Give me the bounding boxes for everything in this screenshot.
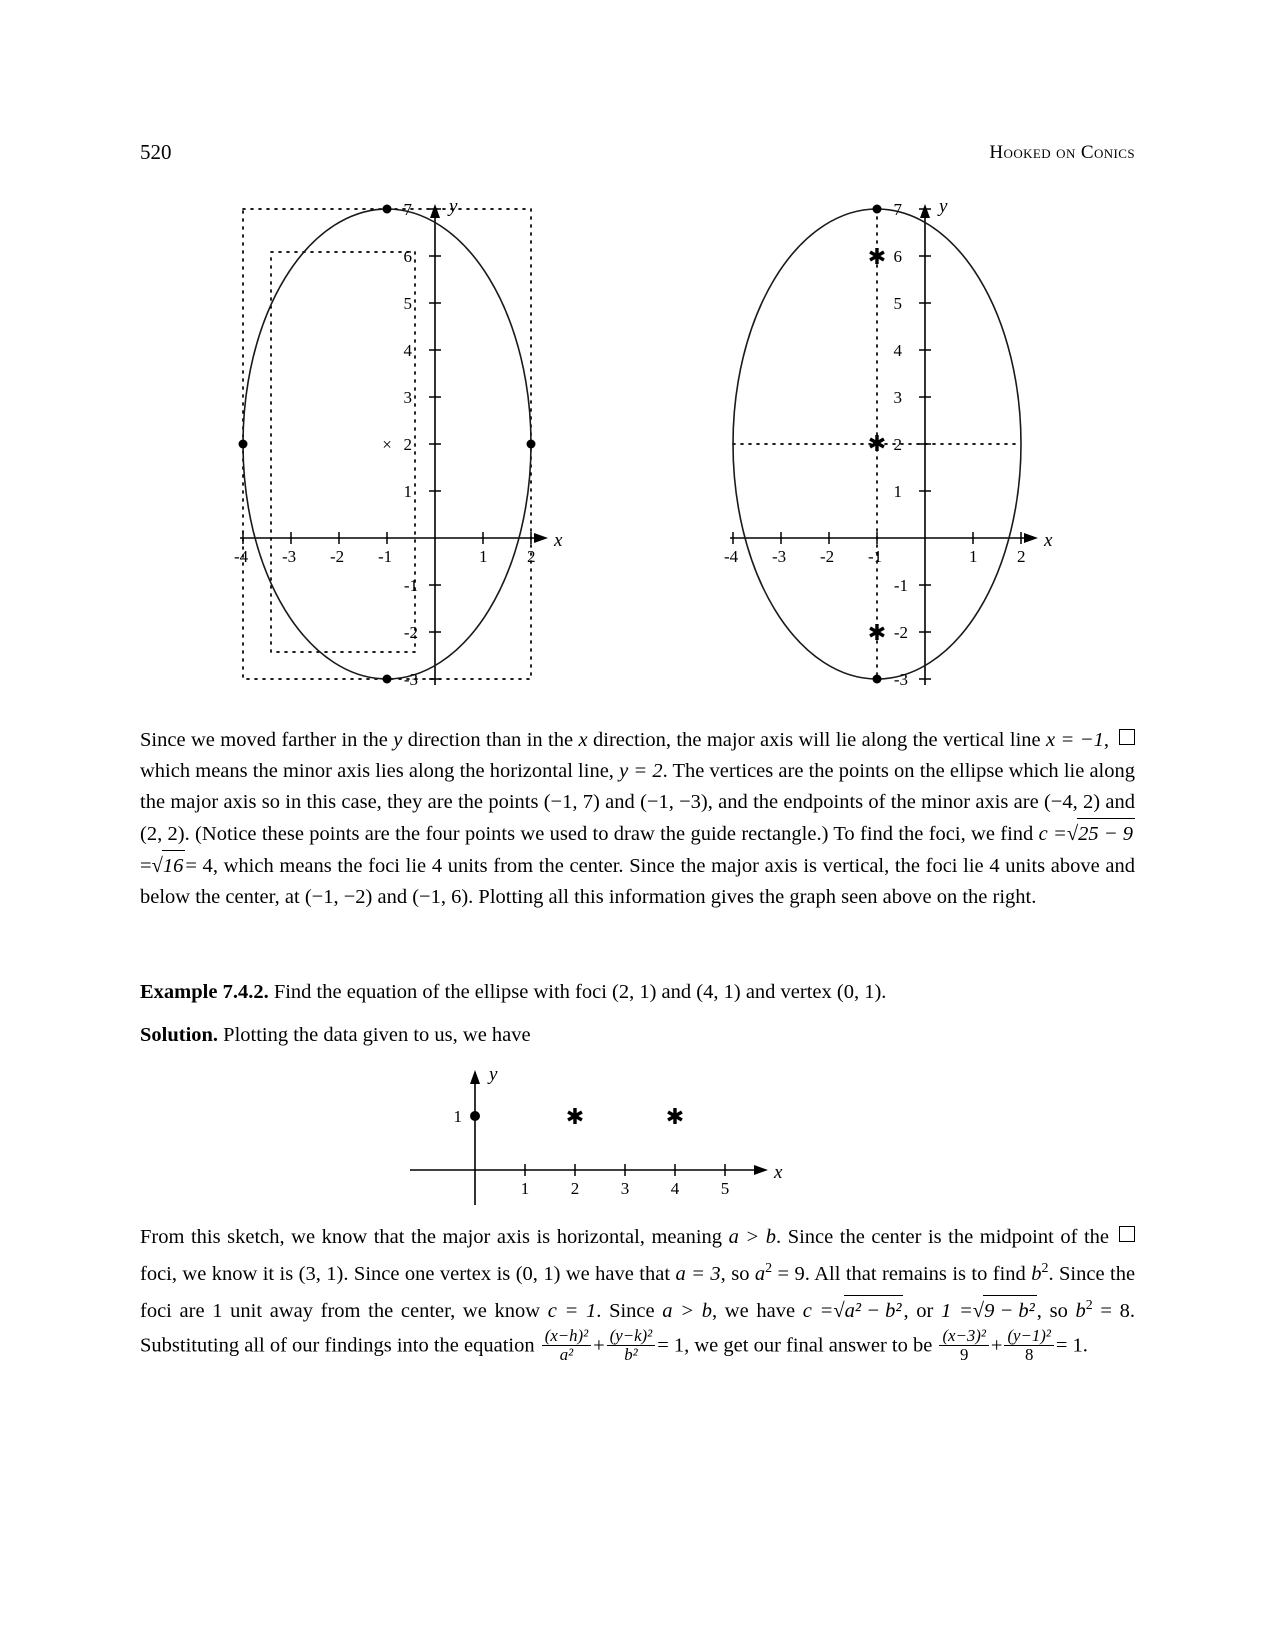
fraction-answer-2 (1004, 1327, 1053, 1366)
graph-ellipse-guide-rectangle (220, 190, 690, 700)
y-tick-label: 4 (893, 341, 902, 360)
y-tick-label: -2 (893, 623, 908, 642)
center-marker-left: × (382, 435, 392, 454)
math-point: (−1, −2) (304, 886, 373, 908)
focus-marker-upper: ✱ (867, 244, 887, 269)
math-point: (−1, −3) (640, 791, 708, 813)
fraction-numerator: (y−k)² (609, 1325, 653, 1345)
math-expr: = 1 (1055, 1334, 1083, 1357)
text-run: Since we moved farther in the (140, 729, 394, 751)
text-run: From this sketch, we know that the major axis is horizontal, meaning (140, 1226, 729, 1248)
x-tick-label: -1 (868, 547, 883, 566)
guide-rectangle-left (271, 252, 415, 652)
text-run: Plotting the data given to us, we have (218, 1024, 531, 1046)
math-point: (2, 1) (612, 981, 657, 1003)
qed-box-1 (1119, 725, 1135, 756)
text-run: and (656, 981, 697, 1003)
text-run: , we get our final answer to be (684, 1334, 938, 1357)
fraction-denominator: a² (542, 1345, 591, 1365)
math-point: (3, 1) (298, 1262, 344, 1285)
math-point: (2, 2) (140, 823, 185, 845)
text-run: , which means the minor axis lies along the horizontal line, (140, 729, 1109, 782)
graph-foci-vertex (400, 1060, 820, 1210)
paragraph-ellipse-explanation (140, 725, 1135, 913)
y-tick-label: 2 (893, 435, 902, 454)
math-x: x (578, 729, 588, 751)
text-run: Find the equation of the ellipse with foci (268, 981, 613, 1003)
fraction-answer-1 (939, 1327, 988, 1366)
center-marker-right: ✱ (867, 431, 887, 456)
text-run: and (372, 886, 413, 908)
x-tick-label: -3 (772, 547, 787, 566)
sqrt-symbol: √ (972, 1299, 985, 1322)
solution-statement (140, 1020, 1135, 1051)
y-tick-label: 4 (403, 341, 412, 360)
math-y: y (393, 729, 403, 751)
x-ticks-left (234, 532, 536, 566)
x-tick-label: -2 (330, 547, 345, 566)
page-number: 520 (140, 140, 172, 164)
text-run: . Since (596, 1299, 663, 1322)
fraction-general-2 (607, 1327, 655, 1366)
math-var: b (1031, 1262, 1042, 1285)
paragraph-derivation (140, 1222, 1135, 1365)
math-operator: + (990, 1334, 1003, 1357)
text-run: . Substituting all of our findings into the equation (140, 1299, 1135, 1357)
x-tick-label: -4 (724, 547, 739, 566)
fraction-denominator: b² (607, 1345, 655, 1365)
text-run: and (1100, 791, 1136, 813)
y-tick-label: -1 (893, 576, 908, 595)
y-tick-label: 5 (893, 294, 902, 313)
qed-box-2 (1119, 1222, 1135, 1253)
page-header (140, 140, 1135, 166)
y-tick-label: 3 (403, 388, 412, 407)
text-run: . Plotting all this information gives the graph seen above on the right. (468, 886, 1037, 908)
sqrt-symbol: √ (151, 855, 163, 877)
y-tick-label: 3 (893, 388, 902, 407)
x-tick-label: 5 (720, 1179, 730, 1198)
axes (410, 1070, 768, 1205)
math-expr: = 9 (772, 1262, 805, 1285)
y-tick-label: 5 (403, 294, 412, 313)
math-var: b (1075, 1299, 1086, 1322)
text-run: . All that remains is to find (804, 1262, 1032, 1285)
math-radicand: 16 (162, 850, 186, 882)
math-radicand: a² − b² (844, 1295, 904, 1327)
x-axis-label: x (774, 1162, 783, 1183)
x-tick-label: 2 (527, 547, 536, 566)
y-tick-label: 7 (403, 200, 412, 219)
math-expr: = (140, 855, 152, 877)
y-tick-label: 1 (403, 482, 412, 501)
math-operator: + (593, 1334, 605, 1357)
text-run: . (1082, 1334, 1088, 1357)
x-tick-label: -3 (282, 547, 297, 566)
math-radicand: 9 − b² (983, 1295, 1037, 1327)
text-run: . (Notice these points are the four points we used to draw the guide rectangle.) To find the foci, we find (184, 823, 1039, 845)
figure-row (140, 190, 1135, 700)
x-axis-label: x (1044, 530, 1053, 551)
fraction-general-1 (542, 1327, 591, 1366)
text-run: we have that (560, 1262, 676, 1285)
text-run: . Since one vertex is (343, 1262, 516, 1285)
y-axis-label: y (939, 196, 948, 217)
example-statement (140, 977, 1135, 1008)
y-tick-label: 6 (893, 247, 902, 266)
y-tick-label: 7 (893, 200, 902, 219)
math-var: a (754, 1262, 766, 1285)
focus-marker-lower: ✱ (867, 620, 887, 645)
text-run: and (599, 791, 641, 813)
x-tick-label: 2 (1017, 547, 1026, 566)
y-tick-label: -3 (403, 670, 418, 689)
y-tick-label: -3 (893, 670, 908, 689)
math-point: (−4, 2) (1043, 791, 1101, 813)
math-point: (0, 1) (515, 1262, 561, 1285)
x-tick-label: 3 (620, 1179, 630, 1198)
y-tick-label: 1 (893, 482, 902, 501)
text-run: . Since the center is the midpoint of the foci, we know it is (140, 1226, 1110, 1285)
y-tick-label: 1 (453, 1107, 462, 1126)
text-run: , we have (711, 1299, 803, 1322)
running-head: Hooked on Conics (989, 142, 1135, 163)
fraction-denominator: 9 (939, 1345, 988, 1365)
math-point: (0, 1) (836, 981, 882, 1003)
text-run: , which means the foci lie 4 units from the center. Since the major axis is vertical, the foci lie 4 units above and below the center, at (140, 855, 1135, 908)
math-exponent: 2 (765, 1261, 773, 1276)
sqrt-symbol: √ (1066, 823, 1079, 845)
y-tick-label: 2 (403, 435, 412, 454)
text-run: , so (1036, 1299, 1076, 1322)
math-expr: a > b (728, 1226, 777, 1248)
x-tick-label: 1 (479, 547, 488, 566)
math-expr: x = −1 (1046, 729, 1104, 751)
math-exponent: 2 (1085, 1297, 1093, 1313)
sqrt-symbol: √ (833, 1299, 845, 1322)
x-tick-label: 1 (520, 1179, 530, 1198)
math-expr: 1 = (941, 1299, 973, 1322)
x-ticks-right (724, 532, 1026, 566)
text-run: , and the endpoints of the minor axis are (707, 791, 1044, 813)
math-expr: y = 2 (619, 760, 663, 782)
x-axis-label: x (554, 530, 563, 551)
math-radicand: 25 − 9 (1077, 818, 1135, 850)
fraction-denominator: 8 (1004, 1345, 1053, 1365)
text-run: direction than in the (402, 729, 579, 751)
fraction-numerator: (x−h)² (544, 1325, 589, 1345)
math-expr: = 1 (657, 1334, 685, 1357)
example-label: Example 7.4.2. (140, 981, 269, 1003)
text-run: . The vertices are the points on the ellipse which lie along the major axis so in this case, they are the points (140, 760, 1136, 813)
math-expr: c = (802, 1299, 834, 1322)
text-run: and vertex (740, 981, 837, 1003)
math-expr: = 4 (185, 855, 213, 877)
math-expr: = 8 (1092, 1299, 1130, 1322)
x-tick-label: -4 (234, 547, 249, 566)
text-run: , so (720, 1262, 755, 1285)
fraction-numerator: (y−1)² (1007, 1325, 1051, 1345)
math-expr: c = 1 (547, 1299, 597, 1322)
text-run: . (881, 981, 887, 1003)
vertex-point (470, 1111, 480, 1121)
focus-marker-left: ✱ (565, 1104, 585, 1129)
x-tick-label: -1 (378, 547, 393, 566)
math-expr: c = (1038, 823, 1067, 845)
solution-label: Solution. (140, 1024, 219, 1046)
x-tick-label: 4 (670, 1179, 680, 1198)
x-tick-label: -2 (820, 547, 835, 566)
text-run: direction, the major axis will lie along the vertical line (587, 729, 1047, 751)
math-expr: a = 3 (675, 1262, 721, 1285)
math-point: (−1, 6) (412, 886, 469, 908)
text-run: . Since the foci are 1 unit away from the center, we know (140, 1262, 1136, 1322)
math-expr: a > b (662, 1299, 712, 1322)
focus-marker-right: ✱ (665, 1104, 685, 1129)
math-point: (−1, 7) (543, 791, 600, 813)
y-tick-label: 6 (403, 247, 412, 266)
x-tick-label: 2 (570, 1179, 580, 1198)
y-tick-label: -1 (403, 576, 418, 595)
fraction-numerator: (x−3)² (942, 1325, 986, 1345)
y-axis-label: y (489, 1064, 498, 1085)
math-exponent: 2 (1041, 1261, 1049, 1276)
text-run: , or (903, 1299, 942, 1322)
graph-ellipse-foci (710, 190, 1180, 700)
x-ticks-small (521, 1164, 730, 1198)
y-axis-label: y (449, 196, 458, 217)
math-point: (4, 1) (696, 981, 741, 1003)
y-tick-label: -2 (403, 623, 418, 642)
x-tick-label: 1 (969, 547, 978, 566)
